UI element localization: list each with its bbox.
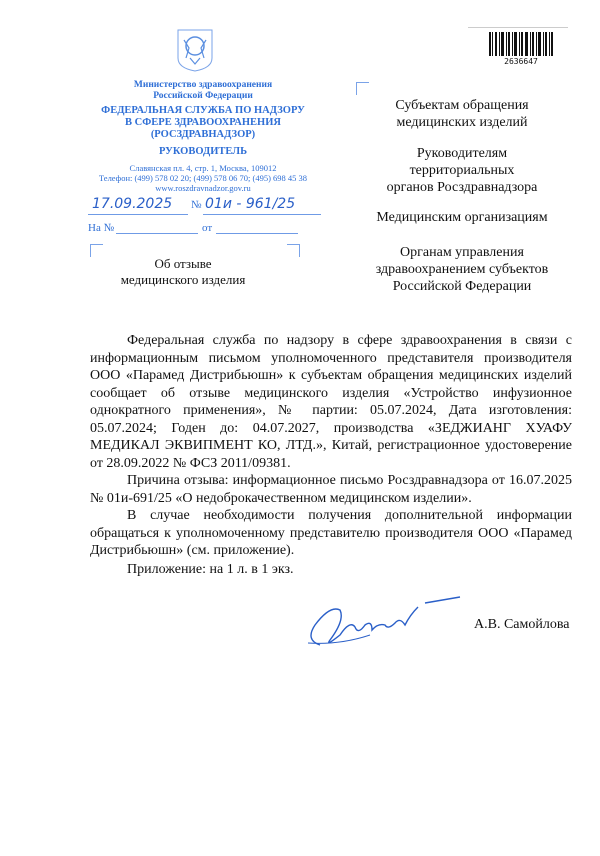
ministry-name <box>78 80 328 102</box>
registration-number: 01и - 961/25 <box>205 196 296 212</box>
recipient-line: органов Росздравнадзора <box>386 180 538 195</box>
recipient-block <box>350 97 574 131</box>
ministry-line: Министерство здравоохранения <box>133 80 273 90</box>
signatory-name: А.В. Самойлова <box>474 617 570 632</box>
phone: Телефон: (499) 578 02 20; (499) 578 06 70; (495) 698 45 38 <box>98 173 308 183</box>
recipient-line: медицинских изделий <box>396 115 528 130</box>
body-paragraph: Федеральная служба по надзору в сфере здравоохранения в связи с информационным письмом уполномоченного представителя производителя ООО «Парамед Дистрибьюшн» к субъектам обращения медицинских изделий сообщает об отзыве медицинского изделия «Устройство инфузионное однократного применения», № партии: 05.07.2024, Дата изготовления: 05.07.2024; Годен до: 04.07.2027, производства «ЗЕДЖИАНГ ХУАФУ МЕДИКАЛ ЭКВИПМЕНТ КО, ЛТД.», Китай, регистрационное удостоверение от 28.09.2022 № ФСЗ 2011/09381. <box>90 333 572 471</box>
attachment-note: Приложение: на 1 л. в 1 экз. <box>127 562 294 577</box>
registration-date: 17.09.2025 <box>92 196 173 212</box>
reference-from-label: от <box>202 222 213 234</box>
recipient-line: территориальных <box>409 163 515 178</box>
position-title: РУКОВОДИТЕЛЬ <box>158 146 248 157</box>
recipient-block <box>350 209 574 226</box>
coat-of-arms-icon <box>176 28 214 72</box>
website: www.roszdravnadzor.gov.ru <box>155 183 251 193</box>
service-line: ФЕДЕРАЛЬНАЯ СЛУЖБА ПО НАДЗОРУ <box>101 105 305 116</box>
letter-subject <box>78 256 288 288</box>
recipient-line: Медицинским организациям <box>376 210 548 225</box>
barcode-number: 2636647 <box>504 57 538 66</box>
number-sign: № <box>191 199 202 211</box>
service-line: В СФЕРЕ ЗДРАВООХРАНЕНИЯ <box>125 117 281 128</box>
body-paragraph: Причина отзыва: информационное письмо Росздравнадзора от 16.07.2025 № 01и-691/25 «О недоброкачественном медицинском изделии». <box>90 473 572 506</box>
recipient-block <box>350 244 574 295</box>
address: Славянская пл. 4, стр. 1, Москва, 109012 <box>129 163 277 173</box>
recipient-line: Органам управления <box>400 245 524 260</box>
field-corner <box>356 82 369 95</box>
service-name <box>78 105 328 141</box>
recipient-line: здравоохранением субъектов <box>375 262 549 277</box>
ministry-line: Российской Федерации <box>153 91 253 101</box>
barcode <box>489 32 553 56</box>
recipient-line: Российской Федерации <box>392 279 532 294</box>
body-paragraph: В случае необходимости получения дополнительной информации обращаться к уполномоченному представителю производителя ООО «Парамед Дистрибьюшн» (см. приложение). <box>90 508 572 558</box>
field-corner <box>287 244 300 257</box>
subject-line: медицинского изделия <box>120 272 246 287</box>
signature <box>300 585 470 655</box>
service-line: (РОСЗДРАВНАДЗОР) <box>150 129 256 140</box>
recipient-line: Субъектам обращения <box>395 98 529 113</box>
recipient-block <box>350 145 574 196</box>
letter-body <box>90 332 572 560</box>
subject-line: Об отзыве <box>154 256 212 271</box>
reference-label: На № <box>88 222 115 234</box>
recipient-line: Руководителям <box>416 146 508 161</box>
